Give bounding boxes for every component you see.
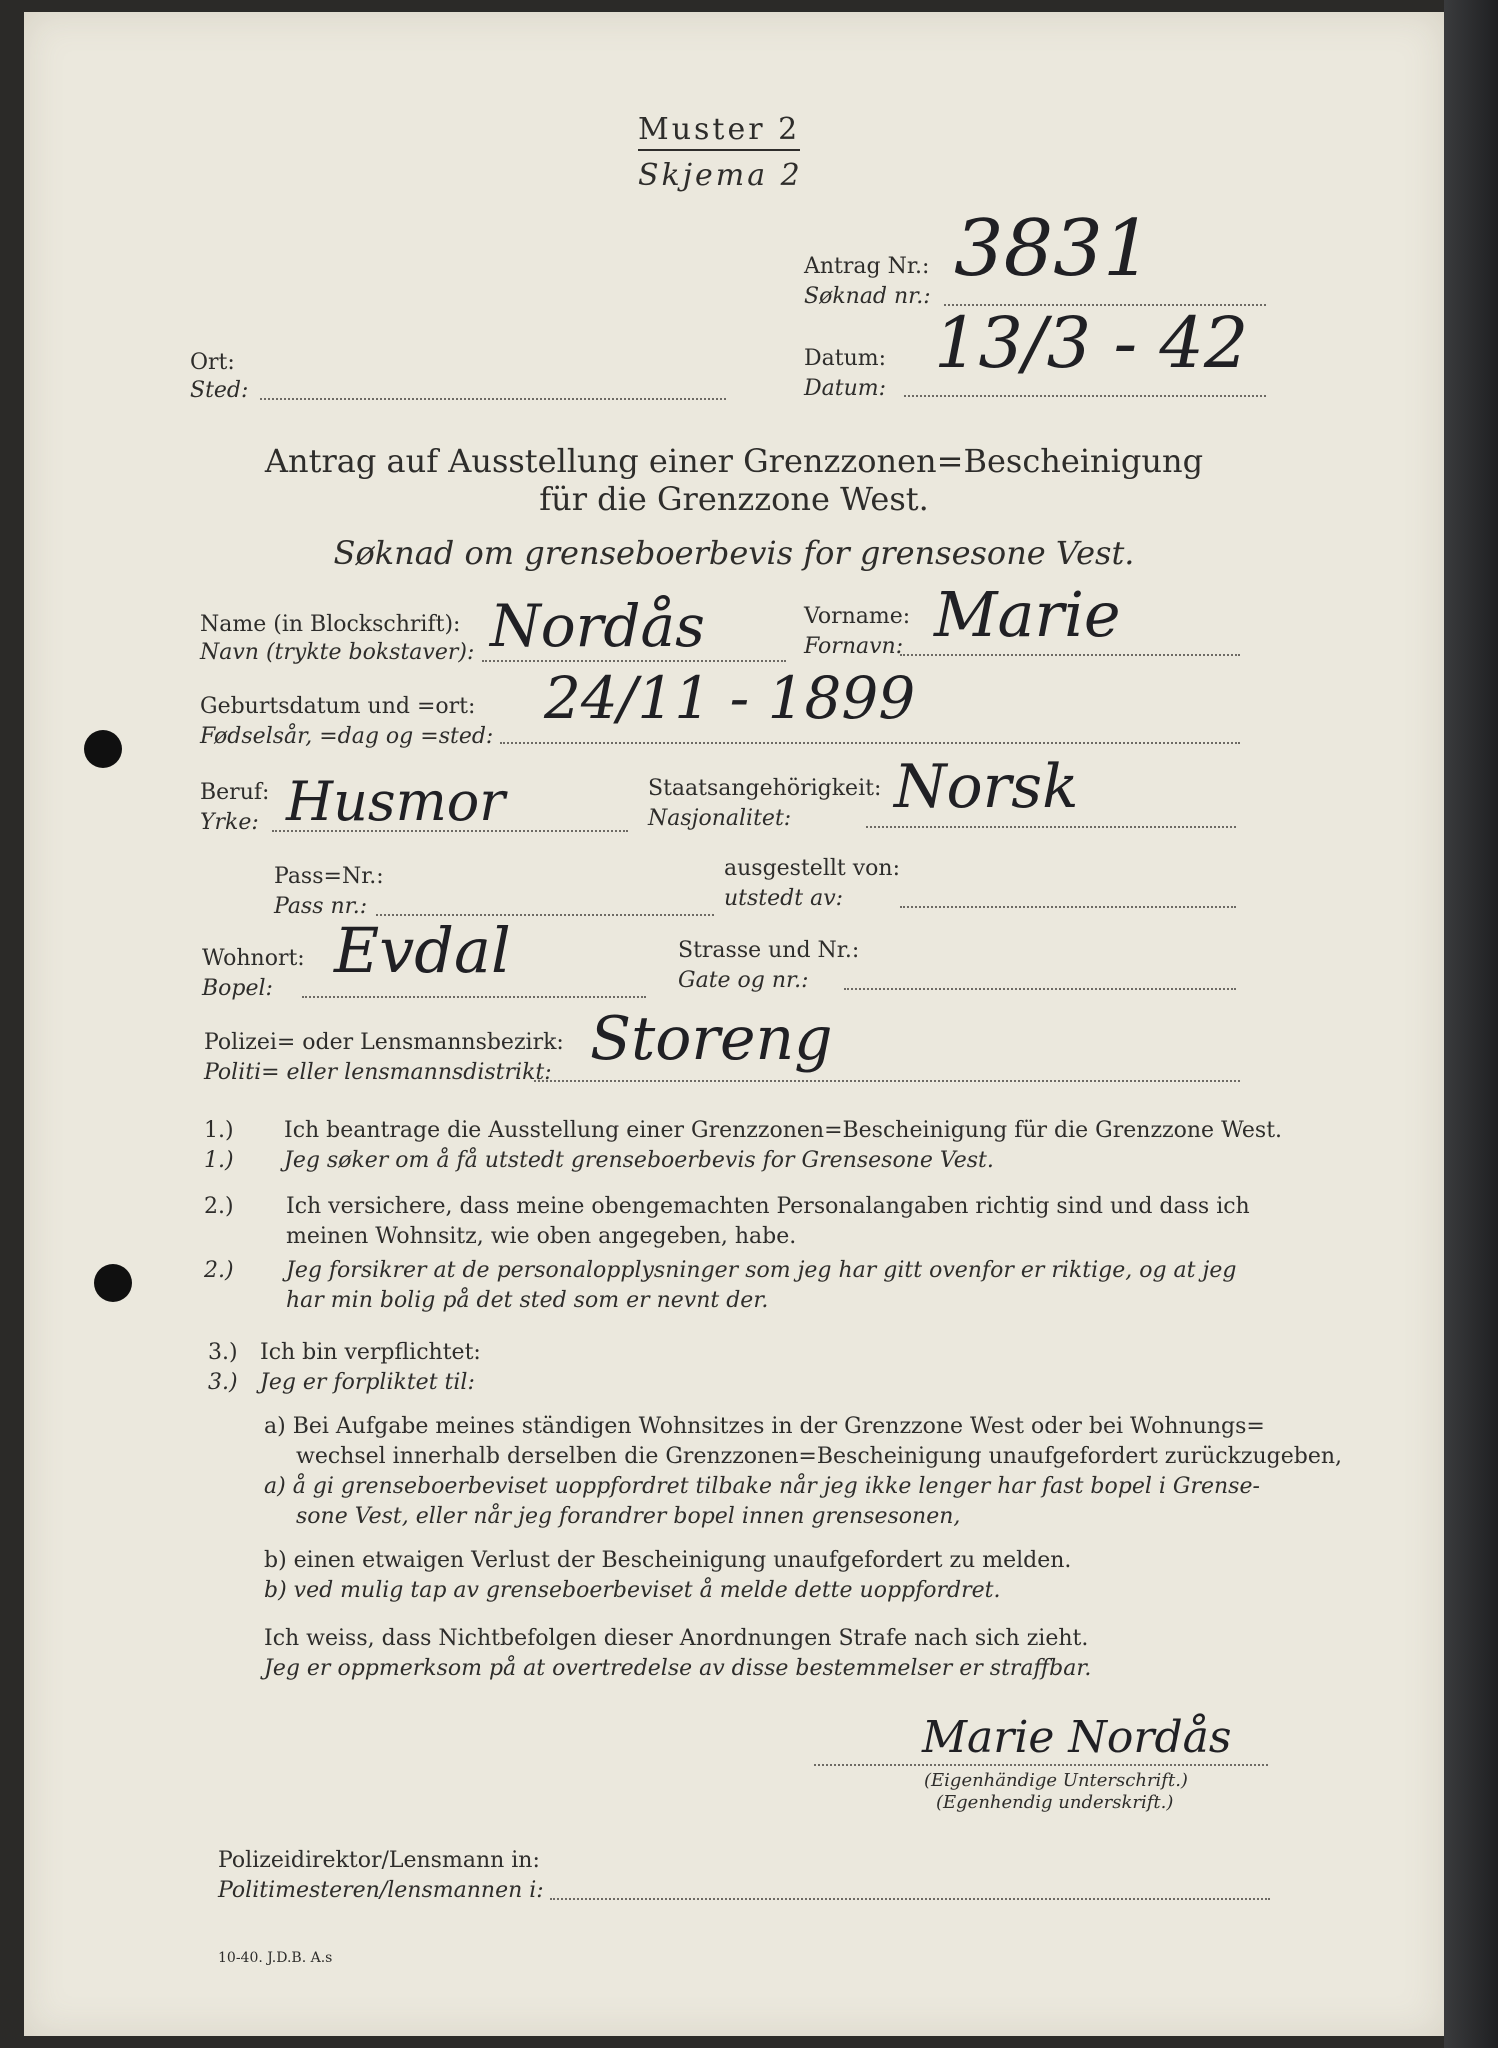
- item-a-de-2: wechsel innerhalb derselben die Grenzzonen=Bescheinigung unaufgefordert zurückzugeben,: [296, 1444, 1343, 1469]
- ort-line: [260, 398, 726, 400]
- warning-de: Ich weiss, dass Nichtbefolgen dieser Anordnungen Strafe nach sich zieht.: [264, 1626, 1089, 1651]
- ausgestellt-label-de: ausgestellt von:: [724, 856, 900, 881]
- signature-label-de: (Eigenhändige Unterschrift.): [924, 1770, 1188, 1791]
- beruf-label-no: Yrke:: [200, 810, 259, 835]
- signature-label-no: (Egenhendig underskrift.): [936, 1792, 1174, 1813]
- item-a-no-1: a) å gi grenseboerbeviset uoppfordret tilbake når jeg ikke lenger har fast bopel i Grense-: [264, 1474, 1260, 1499]
- staat-label-de: Staatsangehörigkeit:: [648, 776, 882, 801]
- geburt-label-de: Geburtsdatum und =ort:: [200, 694, 476, 719]
- item1-text-no: Jeg søker om å få utstedt grenseboerbevis for Grensesone Vest.: [284, 1148, 994, 1173]
- vorname-line: [900, 654, 1240, 656]
- item2-text-de-2: meinen Wohnsitz, wie oben angegeben, habe.: [286, 1224, 797, 1249]
- item-a-no-2: sone Vest, eller når jeg forandrer bopel innen grensesonen,: [296, 1504, 961, 1529]
- geburt-line: [500, 742, 1240, 744]
- signature-value: Marie Nordås: [922, 1712, 1232, 1763]
- ausgestellt-line: [900, 906, 1236, 908]
- ausgestellt-label-no: utstedt av:: [724, 886, 844, 911]
- bezirk-label-de: Polizei= oder Lensmannsbezirk:: [204, 1030, 564, 1055]
- item-a-de-1: a) Bei Aufgabe meines ständigen Wohnsitzes in der Grenzzone West oder bei Wohnungs=: [264, 1414, 1265, 1439]
- police-label-de: Polizeidirektor/Lensmann in:: [218, 1848, 540, 1873]
- warning-no: Jeg er oppmerksom på at overtredelse av disse bestemmelser er straffbar.: [264, 1656, 1092, 1681]
- skjema-label: Skjema 2: [638, 158, 803, 193]
- ort-label: Ort:: [190, 350, 235, 375]
- muster-label: Muster 2: [638, 112, 800, 151]
- wohnort-value: Evdal: [334, 914, 511, 987]
- punch-hole-lower: [94, 1264, 132, 1302]
- datum-label-de: Datum:: [804, 346, 887, 371]
- item-b-no: b) ved mulig tap av grenseboerbeviset å melde dette uoppfordret.: [264, 1578, 1001, 1603]
- staat-label-no: Nasjonalitet:: [648, 806, 792, 831]
- sted-label: Sted:: [190, 378, 249, 403]
- beruf-value: Husmor: [286, 770, 506, 833]
- item2-text-no-1: Jeg forsikrer at de personalopplysninger som jeg har gitt ovenfor er riktige, og at jeg: [286, 1258, 1237, 1283]
- name-label-de: Name (in Blockschrift):: [200, 612, 461, 637]
- police-line: [550, 1898, 1270, 1900]
- wohnort-label-de: Wohnort:: [202, 946, 305, 971]
- wohnort-label-no: Bopel:: [202, 976, 273, 1001]
- item3-text-no: Jeg er forpliktet til:: [260, 1370, 475, 1395]
- bezirk-value: Storeng: [590, 1004, 833, 1074]
- strasse-line: [844, 988, 1236, 990]
- document-page: [24, 12, 1444, 2036]
- name-line: [482, 660, 786, 662]
- police-label-no: Politimesteren/lensmannen i:: [218, 1878, 544, 1903]
- wohnort-line: [302, 996, 646, 998]
- item-b-de: b) einen etwaigen Verlust der Bescheinigung unaufgefordert zu melden.: [264, 1548, 1072, 1573]
- item2-number-no: 2.): [204, 1258, 234, 1283]
- name-value: Nordås: [490, 592, 705, 660]
- binder-spine: [1444, 0, 1498, 2048]
- vorname-label-de: Vorname:: [804, 604, 911, 629]
- datum-label-no: Datum:: [804, 376, 887, 401]
- datum-value: 13/3 - 42: [934, 302, 1249, 384]
- item3-number-no: 3.): [208, 1370, 238, 1395]
- title-de-line2: für die Grenzzone West.: [539, 480, 929, 518]
- strasse-label-no: Gate og nr.:: [678, 968, 809, 993]
- item2-text-de-1: Ich versichere, dass meine obengemachten Personalangaben richtig sind und dass ich: [286, 1194, 1250, 1219]
- pass-label-de: Pass=Nr.:: [274, 864, 384, 889]
- item1-number-no: 1.): [204, 1148, 234, 1173]
- item3-text-de: Ich bin verpflichtet:: [260, 1340, 481, 1365]
- datum-line: [904, 395, 1266, 397]
- item1-number-de: 1.): [204, 1118, 234, 1143]
- staat-line: [866, 826, 1236, 828]
- item3-number-de: 3.): [208, 1340, 238, 1365]
- geburt-value: 24/11 - 1899: [544, 664, 916, 732]
- printer-mark: 10-40. J.D.B. A.s: [218, 1950, 333, 1966]
- geburt-label-no: Fødselsår, =dag og =sted:: [200, 724, 494, 749]
- signature-line: [814, 1764, 1268, 1766]
- title-de-line1: Antrag auf Ausstellung einer Grenzzonen=Bescheinigung: [264, 442, 1204, 480]
- vorname-label-no: Fornavn:: [804, 634, 904, 659]
- bezirk-label-no: Politi= eller lensmannsdistrikt:: [204, 1060, 552, 1085]
- item1-text-de: Ich beantrage die Ausstellung einer Grenzzonen=Bescheinigung für die Grenzzone West.: [284, 1118, 1283, 1143]
- name-label-no: Navn (trykte bokstaver):: [200, 640, 475, 665]
- vorname-value: Marie: [934, 578, 1121, 651]
- strasse-label-de: Strasse und Nr.:: [678, 938, 860, 963]
- punch-hole-upper: [84, 730, 122, 768]
- staat-value: Norsk: [894, 752, 1079, 822]
- soknad-nr-label: Søknad nr.:: [804, 284, 931, 309]
- antrag-nr-value: 3831: [954, 204, 1153, 294]
- item2-text-no-2: har min bolig på det sted som er nevnt der.: [286, 1288, 769, 1313]
- bezirk-line: [534, 1080, 1240, 1082]
- beruf-label-de: Beruf:: [200, 780, 270, 805]
- title-no: Søknad om grenseboerbevis for grensesone Vest.: [333, 534, 1135, 572]
- pass-label-no: Pass nr.:: [274, 894, 368, 919]
- antrag-nr-label: Antrag Nr.:: [804, 254, 930, 279]
- item2-number-de: 2.): [204, 1194, 234, 1219]
